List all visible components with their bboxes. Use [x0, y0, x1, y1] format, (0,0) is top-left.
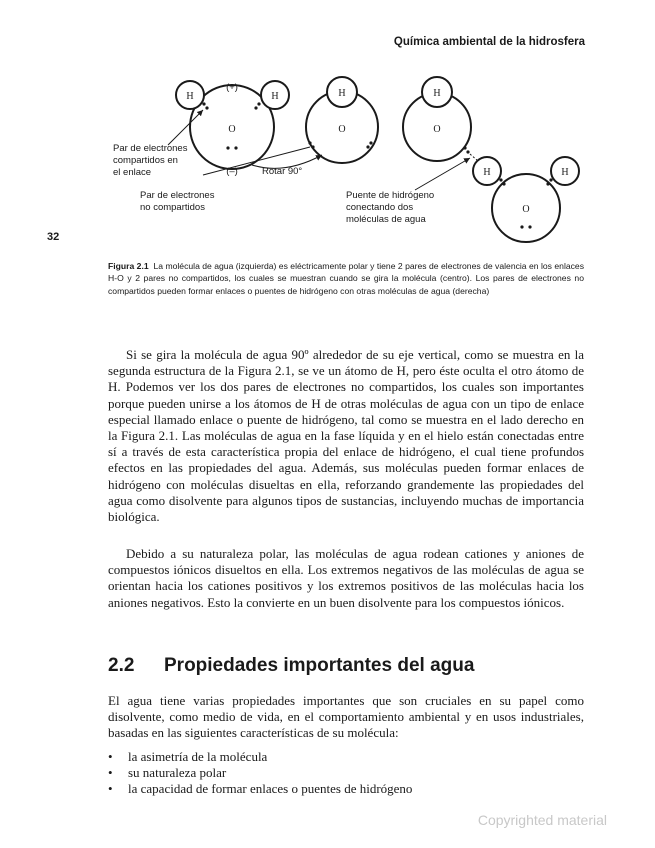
list-item: • la asimetría de la molécula [108, 749, 584, 765]
paragraph-1: Si se gira la molécula de agua 90º alrededor de su eje vertical, como se muestra en la segunda estructura de la Figura 2.1, se ve un átomo de H, pero éste oculta el otro átomo de H. Podemos ver los dos pares de electrones no compartidos, los cuales son importantes porque pueden unirse a los átomos de H de otras moléculas de agua con un tipo de enlace especial llamado enlace o puente de hidrógeno, tal como se muestra en el lado derecho en la Figura 2.1. Las moléculas de agua en la fase líquida y en el hielo están conectadas entre sí a través de esta característica propia del enlace de hidrógeno, el cual tiene profundos efectos en las propiedades del agua. Además, sus moléculas pueden formar enlaces de hidrógeno con moléculas disueltas en ella, reforzando grandemente las propiedades del agua como disolvente para algunos tipos de sustancias, incluyendo muchas de importancia biológica. [108, 347, 584, 525]
charge-minus: (–) [226, 166, 238, 177]
property-list [108, 749, 584, 798]
page-number: 32 [47, 231, 60, 243]
list-item: • la capacidad de formar enlaces o puentes de hidrógeno [108, 781, 584, 797]
mid-o-label: O [338, 124, 346, 135]
list-item: • su naturaleza polar [108, 765, 584, 781]
section-heading [108, 655, 474, 677]
right-bottom-o-label: O [522, 204, 530, 215]
caption-text: La molécula de agua (izquierda) es eléctricamente polar y tiene 2 pares de electrones de valencia en los enlaces H-O y 2 pares no compartidos, los cuales se muestran cuando se gira la molécula (centro). Los pares de electrones no compartidos pueden formar enlaces o puentes de hidrógeno con otras moléculas de agua (derecha) [108, 261, 585, 296]
left-o-label: O [228, 124, 236, 135]
unshared-pair-label: Par de electrones no compartidos [140, 190, 215, 213]
shared-pair-label: Par de electrones compartidos en el enlace [113, 143, 188, 178]
left-h2-label: H [271, 91, 279, 102]
shared-pair-arrow [168, 110, 203, 145]
running-header: Química ambiental de la hidrosfera [393, 36, 585, 48]
hbond-line [470, 154, 478, 161]
section-number: 2.2 [108, 655, 135, 676]
unshared-electron-dots [308, 141, 372, 148]
right-top-h-label: H [433, 88, 441, 99]
figure-caption [108, 260, 584, 297]
hbond-label: Puente de hidrógeno conectando dos moléculas de agua [346, 190, 435, 225]
hbond-arrow [415, 158, 470, 190]
right-bottom-h2-label: H [561, 167, 569, 178]
section-intro: El agua tiene varias propiedades importantes que son cruciales en su papel como disolvente, como medio de vida, en el comportamiento ambiental y en usos industriales, basadas en las siguientes características de su molécula: [108, 693, 584, 741]
rotate-label: Rotar 90° [262, 166, 303, 177]
caption-label: Figura 2.1 [108, 261, 149, 271]
charge-plus: (+) [226, 82, 238, 93]
paragraph-2: Debido a su naturaleza polar, las moléculas de agua rodean cationes y aniones de compuestos iónicos disueltos en ella. Los extremos negativos de las moléculas de agua se orientan hacia los cationes positivos y los extremos positivos de las moléculas hacia los aniones negativos. Esto la convierte en un buen disolvente para los compuestos iónicos. [108, 546, 584, 610]
right-top-o-label: O [433, 124, 441, 135]
right-bottom-h1-label: H [483, 167, 491, 178]
left-h1-label: H [186, 91, 194, 102]
section-title: Propiedades importantes del agua [164, 655, 475, 676]
mid-h-label: H [338, 88, 346, 99]
water-molecule-figure [0, 0, 655, 250]
copyright-watermark: Copyrighted material [477, 812, 607, 828]
